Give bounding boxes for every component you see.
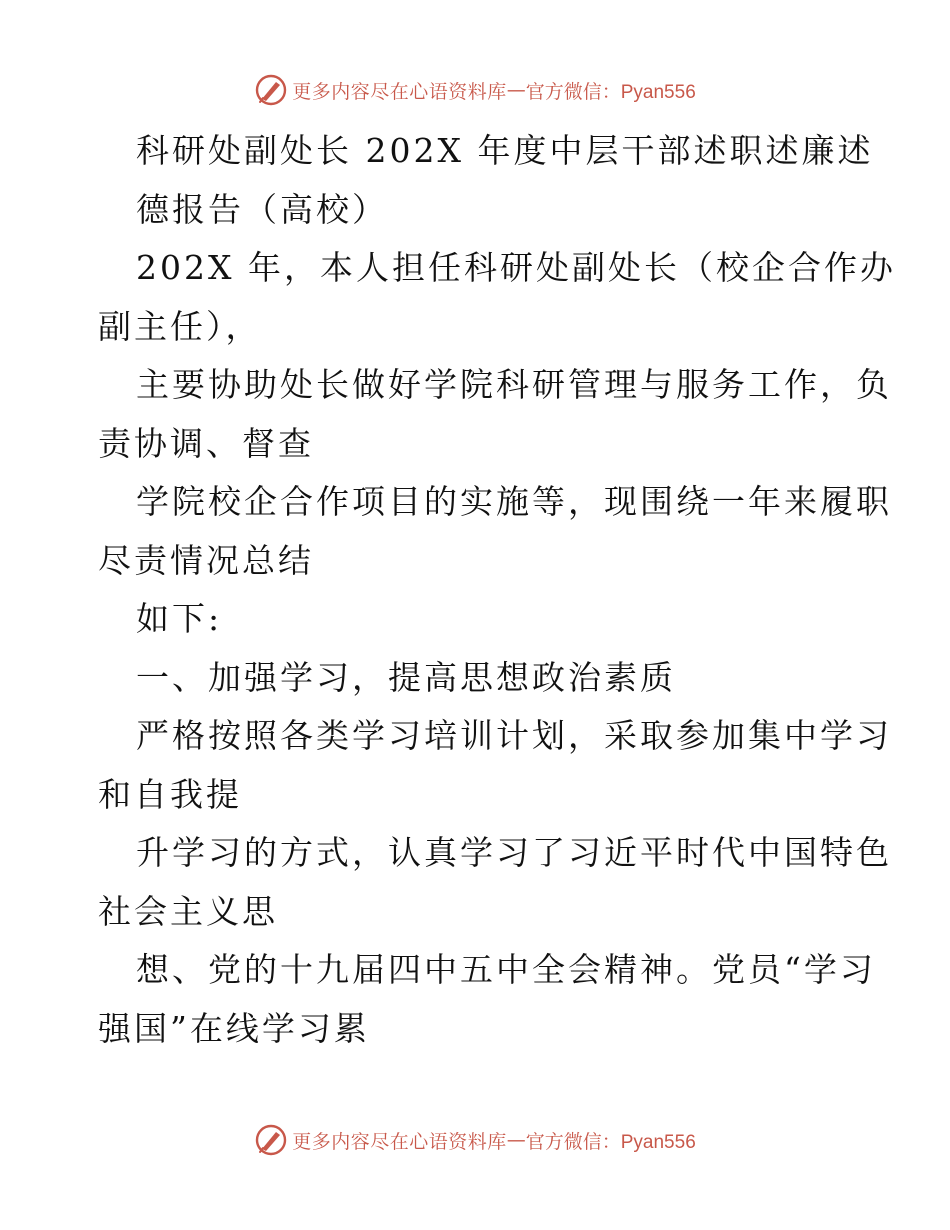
- watermark-separator: —: [506, 1129, 526, 1151]
- header-watermark: [0, 70, 950, 110]
- watermark-separator: —: [506, 79, 526, 101]
- paragraph-line: 尽责情况总结: [98, 540, 314, 580]
- section-heading: 一、加强学习，提高思想政治素质: [136, 657, 676, 697]
- quill-pen-icon: [254, 1123, 288, 1157]
- watermark-wechat-text: 官方微信：Pyan556: [525, 81, 696, 103]
- paragraph-line: 如下:: [136, 599, 223, 638]
- paragraph-line: 升学习的方式，认真学习了习近平时代中国特色: [136, 833, 892, 872]
- paragraph-line: 想、党的十九届四中五中全会精神。党员“学习: [136, 950, 876, 989]
- paragraph-line: 主要协助处长做好学院科研管理与服务工作，负: [136, 365, 892, 404]
- quill-pen-icon: [254, 73, 288, 107]
- watermark-site-text: 更多内容尽在心语资料库: [292, 1130, 507, 1153]
- paragraph-line: 责协调、督查: [98, 423, 314, 463]
- footer-watermark: [0, 1120, 950, 1160]
- title-line-1: 科研处副处长 202X 年度中层干部述职述廉述: [136, 131, 874, 170]
- paragraph-line: 严格按照各类学习培训计划，采取参加集中学习: [136, 716, 892, 755]
- watermark-wechat-text: 官方微信：Pyan556: [525, 1131, 696, 1153]
- paragraph-line: 社会主义思: [98, 891, 278, 931]
- watermark-site-text: 更多内容尽在心语资料库: [292, 80, 507, 103]
- paragraph-line: 副主任），: [98, 306, 262, 346]
- paragraph-line: 和自我提: [98, 774, 242, 814]
- paragraph-line: 202X 年，本人担任科研处副处长（校企合作办: [136, 248, 896, 287]
- paragraph-line: 强国”在线学习累: [98, 1008, 370, 1048]
- document-body: [98, 122, 896, 1058]
- paragraph-line: 学院校企合作项目的实施等，现围绕一年来履职: [136, 482, 892, 521]
- title-line-2: 德报告（高校）: [136, 189, 388, 229]
